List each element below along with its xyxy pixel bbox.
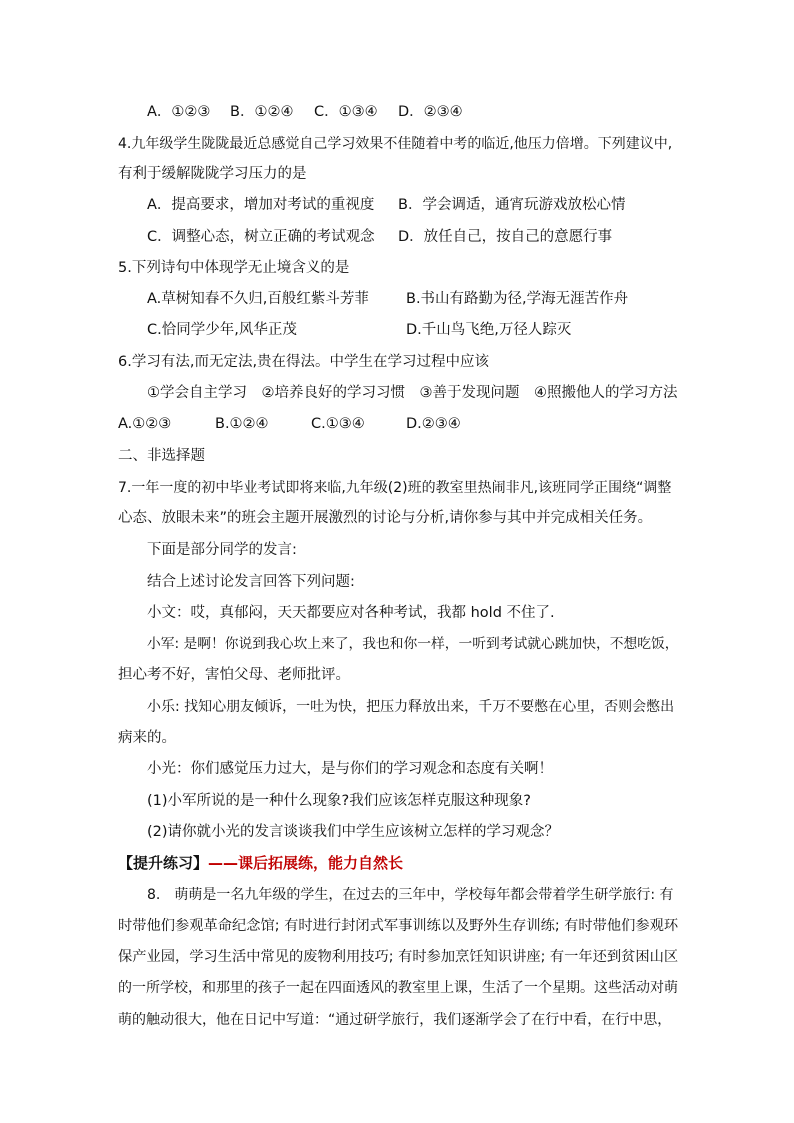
q7-speech-xiaole-line2: 病来的。: [118, 730, 176, 746]
q7-speech-xiaoguang: 小光：你们感觉压力过大，是与你们的学习观念和态度有关啊！: [147, 761, 553, 777]
q8-stem-line1: 8. 萌萌是一名九年级的学生，在过去的三年中，学校每年都会带着学生研学旅行: 有: [147, 887, 674, 903]
q4-stem-line2: 有利于缓解陇陇学习压力的是: [118, 166, 307, 182]
q4-option-a: A．提高要求，增加对考试的重视度: [147, 197, 375, 213]
q6-option-a: A.①②③: [118, 416, 172, 432]
q4-stem-line1: 4.九年级学生陇陇最近总感觉自己学习效果不佳随着中考的临近,他压力倍增。下列建议中,: [118, 136, 673, 152]
q4-option-c: C．调整心态，树立正确的考试观念: [147, 229, 375, 245]
q8-stem-line3: 保产业园，学习生活中常见的废物利用技巧; 有时参加烹饪知识讲座; 有一年还到贫困山区: [118, 949, 679, 965]
q5-option-a: A.草树知春不久归,百般红紫斗芳菲: [147, 291, 369, 307]
q6-stem: 6.学习有法,而无定法,贵在得法。中学生在学习过程中应该: [118, 354, 490, 370]
q6-option-c: C.①③④: [311, 416, 365, 432]
q7-instruction: 结合上述讨论发言回答下列问题:: [147, 574, 355, 590]
q7-stem-line1: 7.一年一度的初中毕业考试即将来临,九年级(2)班的教室里热闹非凡,该班同学正围绕“调整: [118, 480, 672, 496]
q7-subquestion-2: (2)请你就小光的发言谈谈我们中学生应该树立怎样的学习观念？: [147, 824, 560, 840]
q3-option-b: B．①②④: [230, 104, 294, 120]
q7-speech-xiaojun-line2: 担心考不好，害怕父母、老师批评。: [118, 667, 350, 683]
q7-speech-xiaojun-line1: 小军: 是啊！你说到我心坎上来了，我也和你一样，一听到考试就心跳加快，不想吃饭，: [147, 636, 679, 652]
q4-option-b: B．学会调适，通宵玩游戏放松心情: [398, 197, 626, 213]
q4-option-d: D．放任自己，按自己的意愿行事: [398, 229, 613, 245]
q7-intro: 下面是部分同学的发言:: [147, 542, 297, 558]
practice-subtitle: ——课后拓展练，能力自然长: [208, 854, 404, 872]
q6-option-d: D.②③④: [406, 416, 461, 432]
q8-stem-line5: 萌的触动很大，他在日记中写道：“通过研学旅行，我们逐渐学会了在行中看，在行中思，: [118, 1012, 672, 1028]
q3-option-c: C．①③④: [314, 104, 378, 120]
section-heading-non-choice: 二、非选择题: [118, 448, 205, 464]
q7-stem-line2: 心态、放眼未来”的班会主题开展激烈的讨论与分析,请你参与其中并完成相关任务。: [118, 510, 653, 526]
q3-option-a: A．①②③: [147, 104, 211, 120]
practice-heading: [118, 853, 403, 874]
practice-label: 【提升练习】: [118, 854, 209, 872]
q7-subquestion-1: (1)小军所说的是一种什么现象?我们应该怎样克服这种现象?: [147, 793, 531, 809]
q8-stem-line4: 的一所学校，和那里的孩子一起在四面透风的教室里上课，生活了一个星期。这些活动对萌: [118, 980, 678, 996]
q5-option-d: D.千山鸟飞绝,万径人踪灭: [406, 322, 572, 338]
q5-option-c: C.恰同学少年,风华正茂: [147, 322, 297, 338]
q7-speech-xiaole-line1: 小乐: 找知心朋友倾诉，一吐为快，把压力释放出来，千万不要憋在心里，否则会憋出: [147, 699, 675, 715]
q7-speech-xiaowen: 小文：哎，真郁闷，天天都要应对各种考试，我都 hold 不住了.: [147, 605, 555, 621]
q5-option-b: B.书山有路勤为径,学海无涯苦作舟: [406, 291, 629, 307]
q3-option-d: D．②③④: [398, 104, 463, 120]
q6-items: ①学会自主学习 ②培养良好的学习习惯 ③善于发现问题 ④照搬他人的学习方法: [147, 385, 678, 401]
q5-stem: 5.下列诗句中体现学无止境含义的是: [118, 260, 350, 276]
q8-stem-line2: 时带他们参观革命纪念馆; 有时进行封闭式军事训练以及野外生存训练; 有时带他们参观环: [118, 918, 679, 934]
q6-option-b: B.①②④: [215, 416, 269, 432]
